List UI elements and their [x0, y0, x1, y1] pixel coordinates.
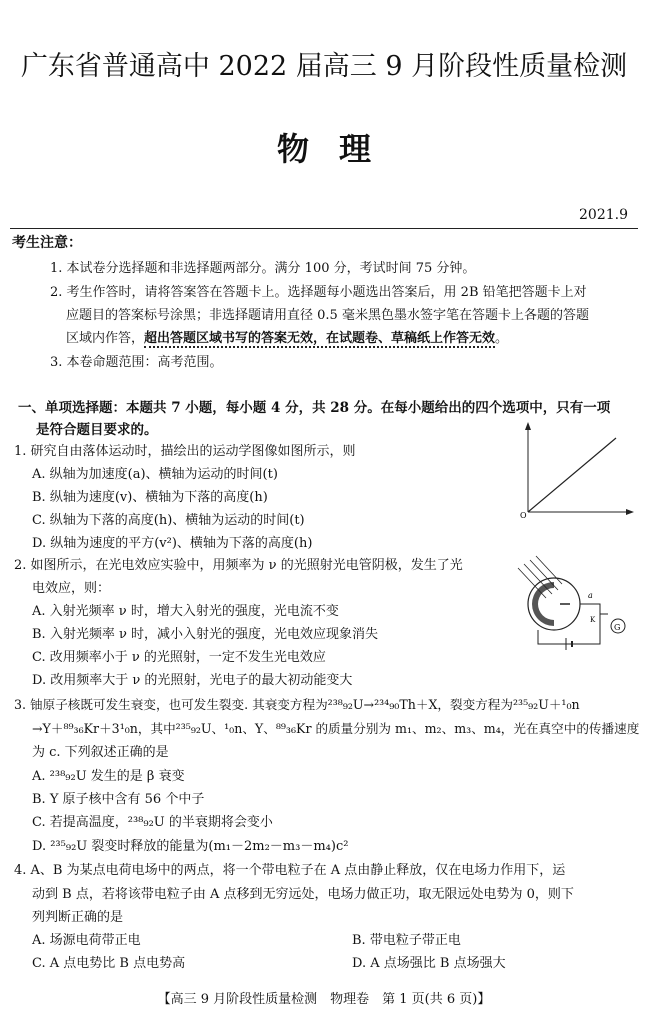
q2-label-a: a	[588, 591, 593, 600]
q1-option-d: D. 纵轴为速度的平方(v²)、横轴为下落的高度(h)	[32, 536, 313, 551]
q4-option-d: D. A 点场强比 B 点场强大	[352, 956, 506, 971]
exam-date: 2021.9	[579, 207, 628, 223]
notice-item-2-line-1: 2. 考生作答时，请将答案答在答题卡上。选择题每小题选出答案后，用 2B 铅笔把答题卡上对	[50, 285, 587, 300]
q2-light-rays	[518, 556, 562, 598]
subject-title: 物理	[276, 130, 401, 168]
q1-graph-origin: O	[520, 511, 527, 520]
section-heading-line-1: 一、单项选择题：本题共 7 小题，每小题 4 分，共 28 分。在每小题给出的四个选项中，只有一项	[18, 400, 611, 416]
q2-cathode	[532, 582, 554, 626]
page-footer: 【高三 9 月阶段性质量检测 物理卷 第 1 页(共 6 页)】	[157, 992, 491, 1007]
q3-option-b: B. Y 原子核中含有 56 个中子	[32, 792, 205, 807]
q4-line-3: 列判断正确的是	[32, 910, 124, 925]
header-divider	[10, 228, 638, 229]
q4-line-1: 4. A、B 为某点电荷电场中的两点，将一个带电粒子在 A 点由静止释放，仅在电场力作用下，运	[14, 863, 566, 878]
q2-stem-line-1: 2. 如图所示，在光电效应实验中，用频率为 ν 的光照射光电管阴极，发生了光	[14, 558, 463, 573]
q4-option-b: B. 带电粒子带正电	[352, 933, 461, 948]
q1-graph-x-arrow	[626, 509, 634, 515]
q3-option-a: A. ²³⁸₉₂U 发生的是 β 衰变	[32, 769, 185, 784]
q3-option-c: C. 若提高温度，²³⁸₉₂U 的半衰期将会变小	[32, 815, 273, 830]
q1-stem: 1. 研究自由落体运动时，描绘出的运动学图像如图所示，则	[14, 444, 356, 459]
notice-emphasis: 超出答题区域书写的答案无效，在试题卷、草稿纸上作答无效	[144, 331, 496, 346]
notice-item-3: 3. 本卷命题范围：高考范围。	[50, 355, 223, 370]
q1-option-b: B. 纵轴为速度(v)、横轴为下落的高度(h)	[32, 490, 268, 505]
notice-item-2-line-3	[66, 328, 508, 350]
notice-item-2-line-2: 应题目的答案标号涂黑；非选择题请用直径 0.5 毫米黑色墨水签字笔在答题卡上各题的答题	[66, 308, 589, 323]
q1-graph	[518, 420, 636, 520]
q1-graph-y-arrow	[525, 422, 531, 430]
notice-item-2-line-3-end: 。	[495, 331, 509, 346]
q4-line-2: 动到 B 点，若将该带电粒子由 A 点移到无穷远处，电场力做正功，取无限远处电势为 0，则下	[32, 887, 574, 902]
notice-heading: 考生注意：	[12, 235, 82, 251]
q4-option-a: A. 场源电荷带正电	[32, 933, 141, 948]
q2-stem-line-2: 电效应，则：	[32, 581, 111, 596]
q3-option-d: D. ²³⁵₉₂U 裂变时释放的能量为(m₁－2m₂－m₃－m₄)c²	[32, 839, 349, 854]
section-heading-line-2: 是符合题目要求的。	[36, 422, 158, 438]
q1-option-a: A. 纵轴为加速度(a)、横轴为运动的时间(t)	[32, 467, 278, 482]
q1-option-c: C. 纵轴为下落的高度(h)、横轴为运动的时间(t)	[32, 513, 305, 528]
q2-phototube-diagram	[508, 554, 640, 666]
q2-meter-label: G	[614, 623, 621, 632]
notice-item-1: 1. 本试卷分选择题和非选择题两部分。满分 100 分，考试时间 75 分钟。	[50, 261, 476, 276]
q2-option-b: B. 入射光频率 ν 时，减小入射光的强度，光电效应现象消失	[32, 627, 378, 642]
q3-line-1: 3. 铀原子核既可发生衰变，也可发生裂变. 其衰变方程为²³⁸₉₂U→²³⁴₉₀Th＋X，裂变方程为²³⁵₉₂U＋¹₀n	[14, 697, 580, 712]
q1-graph-line	[528, 438, 616, 512]
exam-title: 广东省普通高中 2022 届高三 9 月阶段性质量检测	[20, 51, 628, 82]
q2-option-c: C. 改用频率小于 ν 的光照射，一定不发生光电效应	[32, 650, 326, 665]
q2-label-k: K	[590, 616, 596, 624]
notice-item-2-line-3-start: 区域内作答，	[66, 331, 145, 346]
q3-line-2: →Y＋⁸⁹₃₆Kr＋3¹₀n，其中²³⁵₉₂U、¹₀n、Y、⁸⁹₃₆Kr 的质量分别为 m₁、m₂、m₃、m₄，光在真空中的传播速度	[32, 721, 640, 736]
q2-option-d: D. 改用频率大于 ν 的光照射，光电子的最大初动能变大	[32, 673, 353, 688]
q4-option-c: C. A 点电势比 B 点电势高	[32, 956, 186, 971]
q3-line-3: 为 c. 下列叙述正确的是	[32, 745, 169, 760]
q2-option-a: A. 入射光频率 ν 时，增大入射光的强度，光电流不变	[32, 604, 339, 619]
